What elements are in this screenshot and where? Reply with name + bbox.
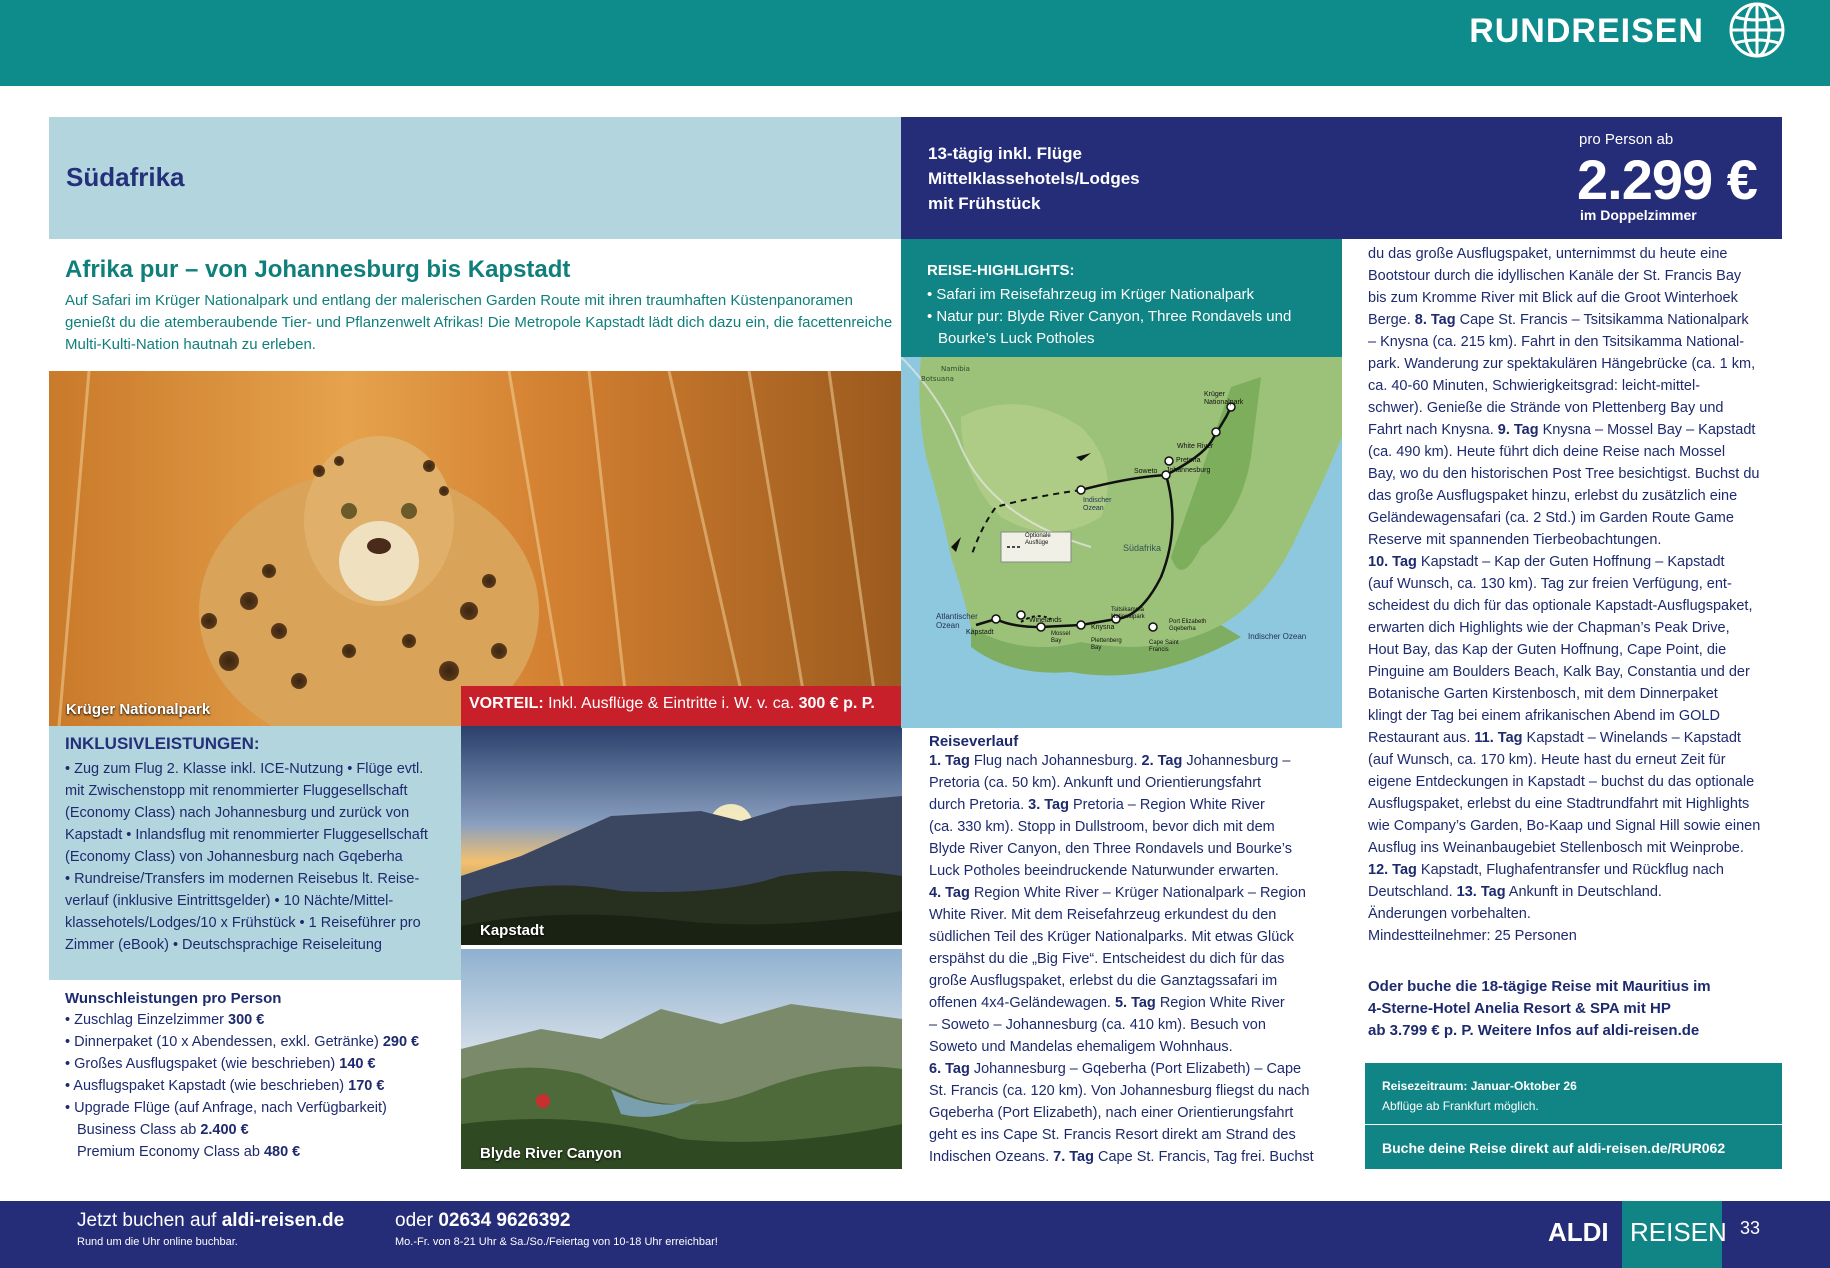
itinerary-text: White River. Mit dem Reisefahrzeug erkundest du den <box>929 907 1277 923</box>
itinerary-text: Indischen Ozeans. <box>929 1149 1054 1165</box>
map-label: Botsuana <box>921 375 954 383</box>
optional-services <box>65 990 455 1163</box>
itinerary-text: Botanische Garten Kirstenbosch, mit dem Dinnerpaket <box>1368 686 1718 702</box>
itinerary-line <box>929 1146 1339 1168</box>
itinerary-line <box>1368 331 1788 353</box>
map-label: Kapstadt <box>966 629 994 636</box>
itinerary-line <box>1368 485 1788 507</box>
map-label: Indischer Ozean <box>1248 632 1307 641</box>
itinerary-line <box>1368 705 1788 727</box>
globe-icon <box>1724 0 1790 66</box>
itinerary-text: erspähst du die „Big Five“. Entscheidest du dich für das <box>929 951 1285 967</box>
hotel-text: Mittelklassehotels/Lodges <box>928 169 1140 188</box>
canyon-photo <box>461 949 902 1169</box>
itinerary-line <box>1368 815 1788 837</box>
itinerary-line <box>1368 661 1788 683</box>
itinerary-line <box>929 1102 1339 1124</box>
itinerary-day: 9. Tag <box>1497 422 1539 438</box>
itinerary-line <box>1368 881 1788 903</box>
leopard-caption: Krüger Nationalpark <box>66 701 211 718</box>
brand-reisen-box <box>1622 1201 1727 1268</box>
booking-link[interactable]: Buche deine Reise direkt auf aldi-reisen.de/RUR062 <box>1382 1140 1726 1156</box>
map-label: Johannesburg <box>1166 467 1211 474</box>
itinerary-line <box>1368 617 1788 639</box>
highlight-item: • Safari im Reisefahrzeug im Krüger Nationalpark <box>927 286 1255 303</box>
itinerary-day: 1. Tag <box>929 753 970 769</box>
map-label: Atlantischer Ozean <box>936 612 978 630</box>
itinerary-line <box>1368 353 1788 375</box>
itinerary-text: – Knysna (ca. 215 km). Fahrt in den Tsitsikamma National- <box>1368 334 1745 350</box>
itinerary-text: südlichen Teil des Krüger Nationalparks. Mit etwas Glück <box>929 929 1294 945</box>
itinerary-text: Gqeberha (Port Elizabeth), nach einer Orientierungsfahrt <box>929 1105 1294 1121</box>
kapstadt-photo <box>461 726 902 945</box>
map-label: Krüger Nationalpark <box>1204 391 1244 406</box>
itinerary-text: du das große Ausflugspaket, unternimmst du heute eine <box>1368 246 1728 262</box>
kapstadt-caption: Kapstadt <box>480 922 545 939</box>
inclusive-line: • Rundreise/Transfers im modernen Reisebus lt. Reise- <box>65 871 420 887</box>
website-link[interactable]: aldi-reisen.de <box>221 1210 345 1231</box>
itinerary-text: Fahrt nach Knysna. <box>1368 422 1498 438</box>
itinerary-text: Bay, wo du den historischen Post Tree besichtigst. Buchst du <box>1368 466 1760 482</box>
itinerary-text: Johannesburg – <box>1182 753 1291 769</box>
itinerary-day: 2. Tag <box>1141 753 1183 769</box>
itinerary-text: Restaurant aus. <box>1368 730 1475 746</box>
map-label: Knysna <box>1091 624 1115 631</box>
itinerary-text: Cape St. Francis – Tsitsikamma Nationalpark <box>1455 312 1749 328</box>
itinerary-text: (ca. 490 km). Heute führt dich deine Reise nach Mossel <box>1368 444 1726 460</box>
itinerary-day: 3. Tag <box>1028 797 1069 813</box>
map-label: Plettenberg Bay <box>1091 638 1122 651</box>
leopard-photo <box>49 371 901 726</box>
optional-item: Premium Economy Class ab 480 € <box>77 1144 301 1160</box>
itinerary-line <box>1368 859 1788 881</box>
map-label: White River <box>1177 443 1214 450</box>
itinerary-line <box>1368 419 1788 441</box>
itinerary-line <box>929 1124 1339 1146</box>
itinerary-line <box>1368 639 1788 661</box>
itinerary-text: Pretoria – Region White River <box>1068 797 1265 813</box>
highlight-item: Bourke’s Luck Potholes <box>938 330 1095 347</box>
itinerary-line <box>929 794 1339 816</box>
itinerary-text: (auf Wunsch, ca. 170 km). Heute hast du erneut Zeit für <box>1368 752 1726 768</box>
itinerary-day: 6. Tag <box>929 1061 970 1077</box>
itinerary-line <box>929 1058 1339 1080</box>
itinerary-text: Reserve mit spannenden Tierbeobachtungen. <box>1368 532 1662 548</box>
itinerary-text: Luck Potholes beeindruckende Naturwunder erwarten. <box>929 863 1279 879</box>
optional-item: • Zuschlag Einzelzimmer 300 € <box>65 1012 265 1028</box>
inclusive-title: INKLUSIVLEISTUNGEN: <box>65 734 260 753</box>
itinerary-text: Soweto und Mandelas ehemaligem Wohnhaus. <box>929 1039 1233 1055</box>
itinerary-text: Änderungen vorbehalten. <box>1368 906 1531 922</box>
itinerary-text: Johannesburg – Gqeberha (Port Elizabeth) – Cape <box>969 1061 1302 1077</box>
map-label: Port Elizabeth Gqeberha <box>1169 619 1207 632</box>
itinerary-text: Flug nach Johannesburg. <box>969 753 1142 769</box>
itinerary-text: offenen 4x4-Geländewagen. <box>929 995 1115 1011</box>
itinerary-day: 7. Tag <box>1053 1149 1094 1165</box>
itinerary-text: Hout Bay, das Kap der Guten Hoffnung, Cape Point, die <box>1368 642 1727 658</box>
itinerary-text: geht es ins Cape St. Francis Resort direkt am Strand des <box>929 1127 1296 1143</box>
itinerary-day: 11. Tag <box>1474 730 1523 746</box>
itinerary-day: 10. Tag <box>1368 554 1417 570</box>
inclusive-line: Zimmer (eBook) • Deutschsprachige Reiseleitung <box>65 937 382 953</box>
map-label: Soweto <box>1134 468 1158 475</box>
itinerary-text: erwarten dich Highlights wie der Chapman’s Peak Drive, <box>1368 620 1730 636</box>
mauritius-offer <box>1368 976 1788 1042</box>
itinerary-text: Bootstour durch die idyllischen Kanäle der St. Francis Bay <box>1368 268 1742 284</box>
board-text: mit Frühstück <box>928 194 1041 213</box>
itinerary-line <box>1368 837 1788 859</box>
itinerary-line <box>1368 749 1788 771</box>
itinerary-text: das große Ausflugspaket hinzu, erlebst du zusätzlich eine <box>1368 488 1738 504</box>
phone-number[interactable]: 02634 9626392 <box>438 1210 571 1231</box>
optional-item: Business Class ab 2.400 € <box>77 1122 249 1138</box>
itinerary-line <box>1368 529 1788 551</box>
itinerary-text: Pinguine am Boulders Beach, Kalk Bay, Constantia und der <box>1368 664 1750 680</box>
itinerary-text: schwer). Genieße die Strände von Plettenberg Bay und <box>1368 400 1724 416</box>
itinerary-text: Ankunft in Deutschland. <box>1505 884 1662 900</box>
itinerary-text: große Ausflugspaket, erlebst du die Ganztagssafari im <box>929 973 1278 989</box>
itinerary-text: Knysna – Mossel Bay – Kapstadt <box>1538 422 1756 438</box>
itinerary-day: 5. Tag <box>1114 995 1156 1011</box>
route-map <box>901 357 1342 728</box>
itinerary-text: Ausflug ins Weinanbaugebiet Stellenbosch mit Weinprobe. <box>1368 840 1744 856</box>
itinerary-text: Deutschland. <box>1368 884 1457 900</box>
itinerary-line <box>1368 793 1788 815</box>
itinerary-line <box>1368 507 1788 529</box>
itinerary-line <box>929 970 1339 992</box>
inclusive-line: Kapstadt • Inlandsflug mit renommierter Fluggesellschaft <box>65 827 428 843</box>
itinerary-line <box>1368 243 1788 265</box>
footer-bar <box>0 1201 1830 1268</box>
itinerary-line <box>1368 771 1788 793</box>
map-label: Optionale Ausflüge <box>1025 533 1051 546</box>
vorteil-amount: 300 € p. P. <box>798 695 875 712</box>
intro-text: Auf Safari im Krüger Nationalpark und entlang der malerischen Garden Route mit ihren traumhaften Küstenpanoramen genießt du die atemberaubende Tier- und Pflanzenwelt Afrikas! Die Metropole Kapstadt lädt dich dazu ein, die facettenreiche Multi-Kulti-Nation hautnah zu erleben. <box>65 292 893 353</box>
travel-period: Reisezeitraum: Januar-Oktober 26 <box>1382 1079 1577 1093</box>
itinerary-text: wie Company’s Garden, Bo-Kaap und Signal Hill sowie einen <box>1368 818 1761 834</box>
itinerary-line <box>1368 397 1788 419</box>
highlights-title: REISE-HIGHLIGHTS: <box>927 262 1075 279</box>
itinerary-line <box>1368 287 1788 309</box>
itinerary-text: (ca. 330 km). Stopp in Dullstroom, bevor dich mit dem <box>929 819 1275 835</box>
itinerary-line <box>929 772 1339 794</box>
map-label: Südafrika <box>1123 543 1162 553</box>
inclusive-line: klassehotels/Lodges/10 x Frühstück • 1 Reiseführer pro <box>65 915 421 931</box>
section-title: RUNDREISEN <box>1469 12 1704 50</box>
itinerary-line <box>929 816 1339 838</box>
optional-title: Wunschleistungen pro Person <box>65 990 282 1007</box>
itinerary-line <box>929 882 1339 904</box>
phone-booking: oder 02634 9626392 <box>395 1210 571 1231</box>
itinerary-line <box>1368 551 1788 573</box>
optional-item: • Upgrade Flüge (auf Anfrage, nach Verfügbarkeit) <box>65 1100 387 1116</box>
itinerary-line <box>929 750 1339 772</box>
vorteil-text: Inkl. Ausflüge & Eintritte i. W. v. ca. <box>548 695 795 712</box>
itinerary-line <box>929 838 1339 860</box>
itinerary-line <box>1368 903 1788 925</box>
itinerary-line <box>929 948 1339 970</box>
map-label: Pretoria <box>1176 457 1201 464</box>
itinerary-text: Cape St. Francis, Tag frei. Buchst <box>1093 1149 1314 1165</box>
map-label: Namibia <box>941 365 970 373</box>
itinerary-text: Blyde River Canyon, den Three Rondavels und Bourke’s <box>929 841 1292 857</box>
vorteil-label: VORTEIL: <box>469 695 544 712</box>
itinerary-text: eigene Entdeckungen in Kapstadt – buchst du das optionale <box>1368 774 1755 790</box>
itinerary-line <box>1368 265 1788 287</box>
itinerary-text: Kapstadt – Winelands – Kapstadt <box>1522 730 1741 746</box>
itinerary-line <box>1368 683 1788 705</box>
itinerary-line <box>929 1036 1339 1058</box>
itinerary-text: Berge. <box>1368 312 1415 328</box>
itinerary-line <box>929 926 1339 948</box>
itinerary-line <box>929 904 1339 926</box>
departure-note: Abflüge ab Frankfurt möglich. <box>1382 1099 1539 1113</box>
highlight-item: • Natur pur: Blyde River Canyon, Three Rondavels und <box>927 308 1292 325</box>
itinerary-text: Region White River <box>1155 995 1285 1011</box>
itinerary-title: Reiseverlauf <box>929 733 1019 750</box>
itinerary-line <box>1368 573 1788 595</box>
vorteil-banner <box>461 686 902 726</box>
canyon-caption: Blyde River Canyon <box>480 1145 622 1162</box>
map-label: Tsitsikamma Nationalpark <box>1111 607 1145 620</box>
map-label: Winelands <box>1029 617 1062 624</box>
itinerary-day: 4. Tag <box>929 885 970 901</box>
inclusive-line: (Economy Class) von Johannesburg nach Gqeberha <box>65 849 403 865</box>
highlights-box <box>901 239 1342 357</box>
page-number: 33 <box>1740 1218 1761 1238</box>
mauritius-line: 4-Sterne-Hotel Anelia Resort & SPA mit HP <box>1368 1000 1671 1017</box>
country-title: Südafrika <box>66 162 185 192</box>
itinerary-line <box>1368 463 1788 485</box>
itinerary-text: Region White River – Krüger Nationalpark – Region <box>969 885 1306 901</box>
itinerary-text: Kapstadt, Flughafentransfer und Rückflug nach <box>1416 862 1724 878</box>
itinerary-day: 8. Tag <box>1414 312 1456 328</box>
itinerary-line <box>1368 441 1788 463</box>
book-online-note: Rund um die Uhr online buchbar. <box>77 1236 238 1248</box>
optional-item: • Ausflugspaket Kapstadt (wie beschrieben) 170 € <box>65 1078 385 1094</box>
itinerary-line <box>929 992 1339 1014</box>
inclusive-line: (Economy Class) nach Johannesburg und zurück von <box>65 805 410 821</box>
itinerary-day: 12. Tag <box>1368 862 1417 878</box>
itinerary-line <box>929 1014 1339 1036</box>
price: 2.299 € <box>1577 148 1757 211</box>
itinerary-line <box>1368 309 1788 331</box>
mauritius-line: Oder buche die 18-tägige Reise mit Mauritius im <box>1368 978 1711 995</box>
itinerary-text: ca. 40-60 Minuten, Schwierigkeitsgrad: leicht-mittel- <box>1368 378 1701 394</box>
trip-info-header <box>901 117 1782 239</box>
brand-reisen: REISEN <box>1630 1217 1727 1247</box>
itinerary-line <box>1368 375 1788 397</box>
itinerary-line <box>1368 925 1788 947</box>
booking-info-box <box>1365 1063 1782 1169</box>
inclusive-services-box <box>49 726 461 980</box>
itinerary-text: Pretoria (ca. 50 km). Ankunft und Orientierungsfahrt <box>929 775 1262 791</box>
price-room-note: im Doppelzimmer <box>1580 207 1697 223</box>
divider <box>1365 1124 1782 1125</box>
itinerary-text: St. Francis (ca. 120 km). Von Johannesburg fliegst du nach <box>929 1083 1310 1099</box>
headline: Afrika pur – von Johannesburg bis Kapstadt <box>65 256 571 283</box>
itinerary-column-1 <box>929 733 1339 1168</box>
duration-text: 13-tägig inkl. Flüge <box>928 144 1082 163</box>
itinerary-text: (auf Wunsch, ca. 130 km). Tag zur freien Verfügung, ent- <box>1368 576 1732 592</box>
itinerary-line <box>1368 595 1788 617</box>
itinerary-line <box>929 1080 1339 1102</box>
inclusive-line: mit Zwischenstopp mit renommierter Fluggesellschaft <box>65 783 408 799</box>
price-label: pro Person ab <box>1579 131 1674 148</box>
brand-aldi: ALDI <box>1548 1217 1609 1247</box>
itinerary-text: scheidest du dich für das optionale Kapstadt-Ausflugspaket, <box>1368 598 1753 614</box>
itinerary-text: klingt der Tag bei einem afrikanischen Abend im GOLD <box>1368 708 1720 724</box>
itinerary-text: Mindestteilnehmer: 25 Personen <box>1368 928 1577 944</box>
itinerary-text: Kapstadt – Kap der Guten Hoffnung – Kapstadt <box>1416 554 1725 570</box>
map-label: Indischer Ozean <box>1083 497 1112 512</box>
map-label: Cape Saint Francis <box>1149 640 1179 653</box>
itinerary-text: bis zum Kromme River mit Blick auf die Groot Winterhoek <box>1368 290 1738 306</box>
itinerary-text: Geländewagensafari (ca. 2 Std.) im Garden Route Game <box>1368 510 1734 526</box>
itinerary-text: – Soweto – Johannesburg (ca. 410 km). Besuch von <box>929 1017 1266 1033</box>
itinerary-column-2 <box>1368 243 1788 947</box>
mauritius-line: ab 3.799 € p. P. Weitere Infos auf aldi-reisen.de <box>1368 1022 1700 1039</box>
inclusive-line: verlauf (inklusive Eintrittsgelder) • 10 Nächte/Mittel- <box>65 893 394 909</box>
itinerary-text: park. Wanderung zur spektakulären Hängebrücke (ca. 1 km, <box>1368 356 1756 372</box>
itinerary-text: durch Pretoria. <box>929 797 1029 813</box>
itinerary-line <box>929 860 1339 882</box>
itinerary-text: Ausflugspaket, erlebst du eine Stadtrundfahrt mit Highlights <box>1368 796 1750 812</box>
phone-hours: Mo.-Fr. von 8-21 Uhr & Sa./So./Feiertag von 10-18 Uhr erreichbar! <box>395 1236 718 1248</box>
optional-item: • Dinnerpaket (10 x Abendessen, exkl. Getränke) 290 € <box>65 1034 420 1050</box>
book-online: Jetzt buchen auf aldi-reisen.de <box>77 1210 345 1231</box>
inclusive-line: • Zug zum Flug 2. Klasse inkl. ICE-Nutzung • Flüge evtl. <box>65 761 424 777</box>
map-label: Mossel Bay <box>1051 631 1071 644</box>
itinerary-line <box>1368 727 1788 749</box>
optional-item: • Großes Ausflugspaket (wie beschrieben) 140 € <box>65 1056 376 1072</box>
itinerary-day: 13. Tag <box>1456 884 1506 900</box>
